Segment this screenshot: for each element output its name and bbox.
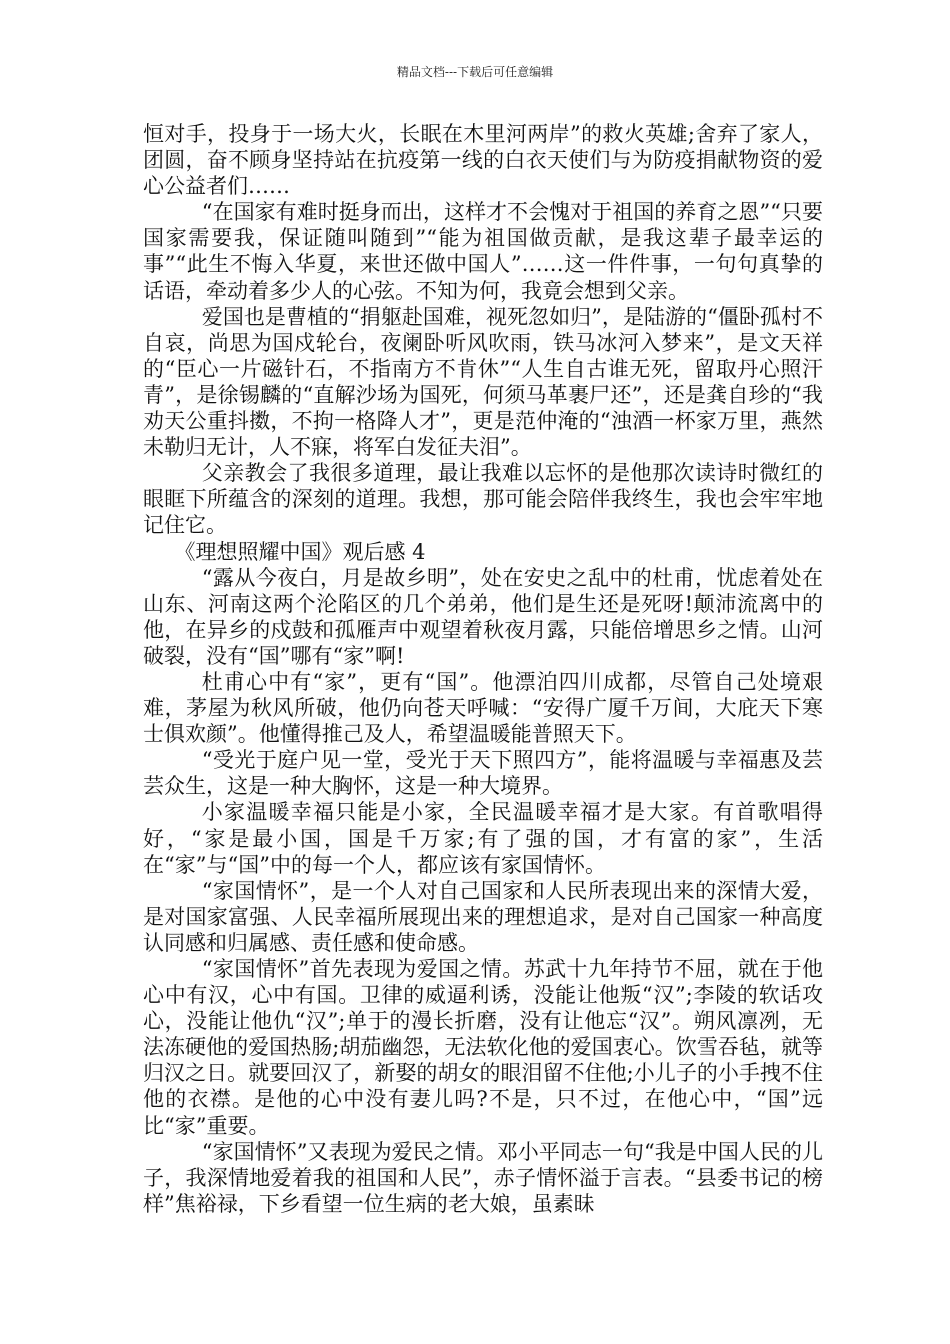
paragraph-5: “露从今夜白，月是故乡明”，处在安史之乱中的杜甫，忧虑着处在山东、河南这两个沦陷区的几个弟弟，他们是生还是死呀!颠沛流离中的他，在异乡的戍鼓和孤雁声中观望着秋夜月露，只能倍增思乡之情。山河破裂，没有“国”哪有“家”啊! [143,565,823,668]
paragraph-7: “受光于庭户见一堂，受光于天下照四方”，能将温暖与幸福惠及芸芸众生，这是一种大胸怀，这是一种大境界。 [143,748,823,799]
paragraph-3: 爱国也是曹植的“捐躯赴国难，视死忽如归”，是陆游的“僵卧孤村不自哀，尚思为国戍轮台，夜阑卧听风吹雨，铁马冰河入梦来”，是文天祥的“臣心一片磁针石，不指南方不肯休”“人生自古谁无死，留取丹心照汗青”，是徐锡麟的“直解沙场为国死，何须马革裹尸还”，还是龚自珍的“我劝天公重抖擞，不拘一格降人才”，更是范仲淹的“浊酒一杯家万里，燕然未勒归无计，人不寐，将军白发征夫泪”。 [143,304,823,460]
paragraph-4: 父亲教会了我很多道理，最让我难以忘怀的是他那次读诗时微红的眼眶下所蕴含的深刻的道理。我想，那可能会陪伴我终生，我也会牢牢地记住它。 [143,461,823,538]
paragraph-2: “在国家有难时挺身而出，这样才不会愧对于祖国的养育之恩”“只要国家需要我，保证随叫随到”“能为祖国做贡献，是我这辈子最幸运的事”“此生不悔入华夏，来世还做中国人”……这一件件事，一句句真挚的话语，牵动着多少人的心弦。不知为何，我竟会想到父亲。 [143,200,823,303]
document-body [143,121,823,1217]
paragraph-9: “家国情怀”，是一个人对自己国家和人民所表现出来的深情大爱，是对国家富强、人民幸福所展现出来的理想追求，是对自己国家一种高度认同感和归属感、责任感和使命感。 [143,878,823,955]
paragraph-1: 恒对手，投身于一场大火，长眠在木里河两岸”的救火英雄;舍弃了家人，团圆，奋不顾身坚持站在抗疫第一线的白衣天使们与为防疫捐献物资的爱心公益者们…… [143,122,823,199]
paragraph-10: “家国情怀”首先表现为爱国之情。苏武十九年持节不屈，就在于他心中有汉，心中有国。卫律的威逼利诱，没能让他叛“汉”;李陵的软话攻心，没能让他仇“汉”;单于的漫长折磨，没有让他忘“汉”。朔风凛冽，无法冻硬他的爱国热肠;胡茄幽怨，无法软化他的爱国衷心。饮雪吞毡，就等归汉之日。就要回汉了，新娶的胡女的眼泪留不住他;小儿子的小手拽不住他的衣襟。是他的心中没有妻儿吗?不是，只不过，在他心中，“国”远比“家”重要。 [143,957,823,1138]
paragraph-8: 小家温暖幸福只能是小家，全民温暖幸福才是大家。有首歌唱得好，“家是最小国，国是千万家;有了强的国，才有富的家”，生活在“家”与“国”中的每一个人，都应该有家国情怀。 [143,800,823,877]
page-header: 精品文档---下载后可任意编辑 [396,65,554,79]
paragraph-11: “家国情怀”又表现为爱民之情。邓小平同志一句“我是中国人民的儿子，我深情地爱着我的祖国和人民”，赤子情怀溢于言表。“县委书记的榜样”焦裕禄，下乡看望一位生病的老大娘，虽素昧 [143,1139,823,1216]
section-title: 《理想照耀中国》观后感 4 [174,539,426,564]
paragraph-6: 杜甫心中有“家”，更有“国”。他漂泊四川成都，尽管自己处境艰难，茅屋为秋风所破，他仍向苍天呼喊：“安得广厦千万间，大庇天下寒士俱欢颜”。他懂得推己及人，希望温暖能普照天下。 [143,669,823,747]
